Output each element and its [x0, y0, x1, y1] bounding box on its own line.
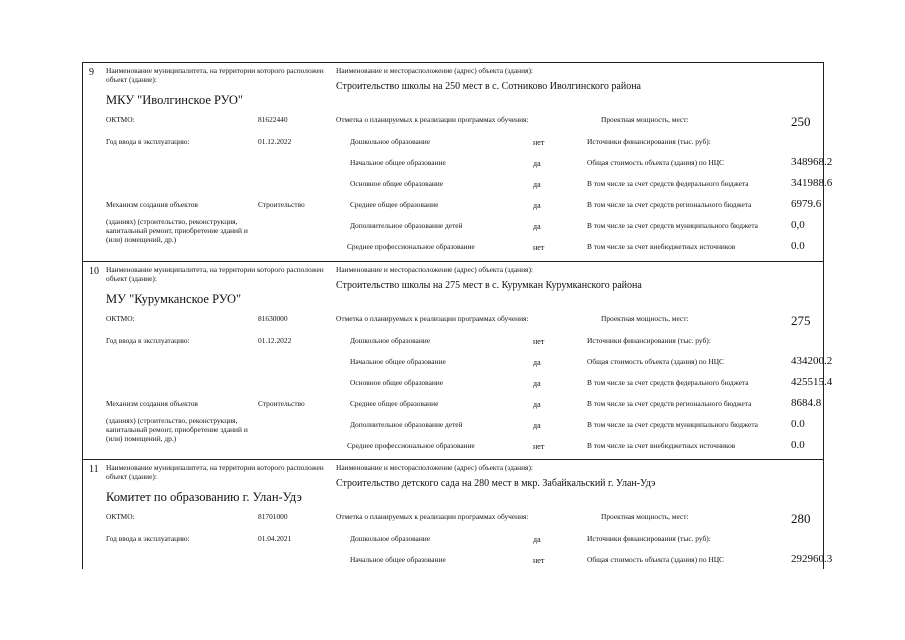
- capacity-label: Проектная мощность, мест:: [601, 115, 689, 124]
- program-additional-value: да: [533, 222, 541, 231]
- program-basic: Основное общее образование: [350, 179, 444, 188]
- program-secondary: Среднее общее образование: [350, 200, 439, 209]
- capacity-label: Проектная мощность, мест:: [601, 314, 689, 323]
- funding-regional-label: В том числе за счет средств регионального бюджета: [587, 200, 752, 209]
- funding-total-value: 348968.2: [791, 156, 833, 168]
- funding-label: Источники финансирования (тыс. руб):: [587, 534, 711, 543]
- record-number: 10: [89, 266, 99, 277]
- program-preschool: Дошкольное образование: [350, 336, 431, 345]
- municipality-name: МУ "Курумканское РУО": [106, 292, 242, 306]
- oktmo-label: ОКТМО:: [106, 512, 135, 521]
- funding-total-label: Общая стоимость объекта (здания) по НЦС: [587, 357, 724, 366]
- program-primary-value: да: [533, 358, 541, 367]
- program-primary: Начальное общее образование: [350, 555, 446, 564]
- funding-total-label: Общая стоимость объекта (здания) по НЦС: [587, 158, 724, 167]
- mechanism-label-cont: (зданиях) (строительство, реконструкция, капитальный ремонт, приобретение зданий и (или) помещений, др.): [106, 217, 248, 244]
- municipality-name: МКУ "Иволгинское РУО": [106, 93, 244, 107]
- municipality-label: Наименование муниципалитета, на территории которого расположен объект (здание):: [106, 265, 324, 283]
- program-primary: Начальное общее образование: [350, 158, 446, 167]
- municipality-label: Наименование муниципалитета, на территории которого расположен объект (здание):: [106, 463, 324, 481]
- program-primary-value: да: [533, 159, 541, 168]
- program-preschool: Дошкольное образование: [350, 534, 431, 543]
- funding-regional-value: 6979.6: [791, 198, 822, 210]
- program-primary: Начальное общее образование: [350, 357, 446, 366]
- object-label: Наименование и месторасположение (адрес) объекта (здания):: [336, 265, 533, 274]
- capacity-value: 250: [791, 114, 811, 129]
- object-name: Строительство школы на 250 мест в с. Сотниково Иволгинского района: [336, 81, 641, 92]
- oktmo-label: ОКТМО:: [106, 115, 135, 124]
- program-basic: Основное общее образование: [350, 378, 444, 387]
- programs-label: Отметка о планируемых к реализации программах обучения:: [336, 512, 529, 521]
- programs-label: Отметка о планируемых к реализации программах обучения:: [336, 115, 529, 124]
- program-preschool-value: да: [533, 535, 541, 544]
- program-additional: Дополнительное образование детей: [350, 221, 463, 230]
- oktmo-value: 81630000: [258, 314, 288, 323]
- program-preschool: Дошкольное образование: [350, 137, 431, 146]
- row-separator: [82, 459, 824, 460]
- object-label: Наименование и месторасположение (адрес) объекта (здания):: [336, 463, 533, 472]
- funding-municipal-label: В том числе за счет средств муниципального бюджета: [587, 420, 758, 429]
- year-value: 01.12.2022: [258, 137, 292, 146]
- program-vocational: Среднее профессиональное образование: [347, 441, 475, 450]
- capacity-label: Проектная мощность, мест:: [601, 512, 689, 521]
- record-number: 9: [89, 67, 94, 78]
- mechanism-value: Строительство: [258, 399, 305, 408]
- program-preschool-value: нет: [533, 138, 545, 147]
- oktmo-value: 81701000: [258, 512, 288, 521]
- year-label: Год ввода в эксплуатацию:: [106, 137, 190, 146]
- year-label: Год ввода в эксплуатацию:: [106, 336, 190, 345]
- funding-federal-label: В том числе за счет средств федерального бюджета: [587, 179, 749, 188]
- program-preschool-value: нет: [533, 337, 545, 346]
- funding-extrabudget-value: 0.0: [791, 439, 805, 451]
- funding-municipal-label: В том числе за счет средств муниципального бюджета: [587, 221, 758, 230]
- oktmo-label: ОКТМО:: [106, 314, 135, 323]
- oktmo-value: 81622440: [258, 115, 288, 124]
- year-value: 01.12.2022: [258, 336, 292, 345]
- mechanism-label-cont: (зданиях) (строительство, реконструкция, капитальный ремонт, приобретение зданий и (или) помещений, др.): [106, 416, 248, 443]
- object-name: Строительство детского сада на 280 мест в мкр. Забайкальский г. Улан-Удэ: [336, 478, 656, 489]
- row-separator: [82, 261, 824, 262]
- funding-federal-value: 425515.4: [791, 376, 833, 388]
- program-additional: Дополнительное образование детей: [350, 420, 463, 429]
- municipality-label: Наименование муниципалитета, на территории которого расположен объект (здание):: [106, 66, 324, 84]
- funding-municipal-value: 0.0: [791, 418, 805, 430]
- funding-federal-label: В том числе за счет средств федерального бюджета: [587, 378, 749, 387]
- program-secondary: Среднее общее образование: [350, 399, 439, 408]
- year-value: 01.04.2021: [258, 534, 292, 543]
- funding-label: Источники финансирования (тыс. руб):: [587, 137, 711, 146]
- object-name: Строительство школы на 275 мест в с. Курумкан Курумканского района: [336, 280, 642, 291]
- funding-municipal-value: 0,0: [791, 219, 805, 231]
- program-basic-value: да: [533, 180, 541, 189]
- funding-regional-value: 8684.8: [791, 397, 822, 409]
- funding-extrabudget-label: В том числе за счет внебюджетных источников: [587, 242, 736, 251]
- program-additional-value: да: [533, 421, 541, 430]
- record-number: 11: [89, 464, 99, 475]
- funding-regional-label: В том числе за счет средств регионального бюджета: [587, 399, 752, 408]
- funding-label: Источники финансирования (тыс. руб):: [587, 336, 711, 345]
- program-basic-value: да: [533, 379, 541, 388]
- funding-total-value: 434200.2: [791, 355, 833, 367]
- funding-total-value: 292960.3: [791, 553, 833, 565]
- mechanism-label: Механизм создания объектов: [106, 200, 198, 209]
- municipality-name: Комитет по образованию г. Улан-Удэ: [106, 490, 302, 504]
- mechanism-label: Механизм создания объектов: [106, 399, 198, 408]
- program-vocational-value: нет: [533, 243, 545, 252]
- program-secondary-value: да: [533, 400, 541, 409]
- program-secondary-value: да: [533, 201, 541, 210]
- funding-extrabudget-value: 0.0: [791, 240, 805, 252]
- capacity-value: 280: [791, 511, 811, 526]
- program-vocational-value: нет: [533, 442, 545, 451]
- program-vocational: Среднее профессиональное образование: [347, 242, 475, 251]
- funding-total-label: Общая стоимость объекта (здания) по НЦС: [587, 555, 724, 564]
- programs-label: Отметка о планируемых к реализации программах обучения:: [336, 314, 529, 323]
- year-label: Год ввода в эксплуатацию:: [106, 534, 190, 543]
- capacity-value: 275: [791, 313, 811, 328]
- object-label: Наименование и месторасположение (адрес) объекта (здания):: [336, 66, 533, 75]
- program-primary-value: нет: [533, 556, 545, 565]
- mechanism-value: Строительство: [258, 200, 305, 209]
- funding-federal-value: 341988.6: [791, 177, 833, 189]
- funding-extrabudget-label: В том числе за счет внебюджетных источников: [587, 441, 736, 450]
